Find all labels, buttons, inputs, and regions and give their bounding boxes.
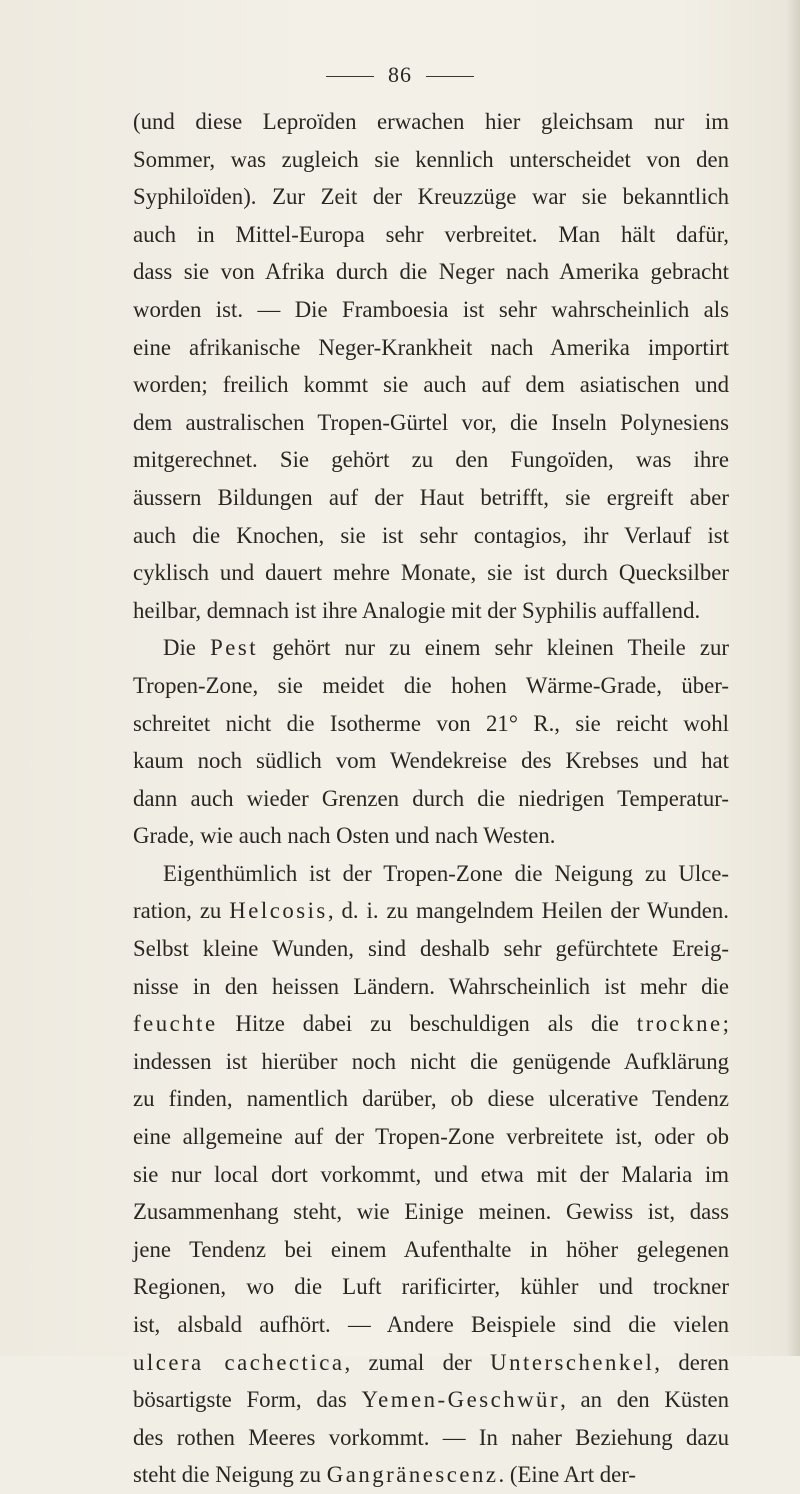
text-segment: zu finden, namentlich darüber, ob diese ulcerative Tendenz xyxy=(133,1086,729,1112)
header-rule-left xyxy=(326,76,374,77)
page-edge-shadow xyxy=(786,0,800,1356)
text-segment: mitgerechnet. Sie gehört zu den Fungoïden, was ihre xyxy=(133,447,729,473)
text-segment: Hitze dabei zu beschuldigen als die xyxy=(217,1011,637,1037)
text-segment: worden; freilich kommt sie auch auf dem asiatischen und xyxy=(133,372,729,398)
text-segment: Zusammenhang steht, wie Einige meinen. Gewiss ist, dass xyxy=(133,1199,729,1225)
text-segment: ist, alsbald aufhört. — Andere Beispiele sind die vielen xyxy=(133,1312,729,1337)
text-line xyxy=(133,592,729,630)
spaced-term: Pest xyxy=(210,635,259,661)
text-segment: Tropen-Zone, sie meidet die hohen Wärme-Grade, über- xyxy=(133,672,729,698)
text-segment: , an den Küsten xyxy=(560,1387,729,1413)
text-line xyxy=(133,629,729,667)
text-segment: dann auch wieder Grenzen durch die niedrigen Temperatur- xyxy=(133,785,729,811)
text-segment: ration, zu xyxy=(133,898,230,924)
text-line xyxy=(133,1231,729,1269)
text-segment: kaum noch südlich vom Wendekreise des Krebses und hat xyxy=(133,748,729,774)
text-segment: Syphiloïden). Zur Zeit der Kreuzzüge war sie bekanntlich xyxy=(133,184,729,210)
text-line xyxy=(133,404,729,442)
text-line xyxy=(133,1156,729,1194)
text-segment: . (Eine Art der- xyxy=(498,1462,637,1488)
body-text xyxy=(133,103,729,1494)
spaced-term: feuchte xyxy=(133,1011,218,1037)
text-line xyxy=(133,103,729,141)
text-line xyxy=(133,216,729,254)
text-segment: äussern Bildungen auf der Haut betrifft, sie ergreift aber xyxy=(133,484,729,510)
text-line xyxy=(133,817,729,855)
text-segment: eine afrikanische Neger-Krankheit nach Amerika importirt xyxy=(133,334,729,360)
text-segment: Selbst kleine Wunden, sind deshalb sehr gefürchtete Ereig- xyxy=(133,936,729,962)
text-segment: bösartigste Form, das xyxy=(133,1387,362,1413)
text-line xyxy=(133,1118,729,1156)
text-line xyxy=(133,892,729,930)
text-segment: jene Tendenz bei einem Aufenthalte in höher gelegenen xyxy=(133,1236,729,1262)
text-line xyxy=(133,1419,729,1457)
text-segment: des rothen Meeres vorkommt. — In naher Beziehung dazu xyxy=(133,1424,729,1450)
text-segment: steht die Neigung zu xyxy=(133,1462,327,1488)
text-segment: Die xyxy=(163,635,211,661)
text-segment: eine allgemeine auf der Tropen-Zone verbreitete ist, oder ob xyxy=(133,1124,729,1150)
text-line xyxy=(133,479,729,517)
text-segment: auch die Knochen, sie ist sehr contagios, ihr Verlauf ist xyxy=(133,522,729,548)
text-segment: ; xyxy=(722,1011,729,1037)
spaced-term: Gangränescenz xyxy=(326,1462,499,1488)
text-line xyxy=(133,366,729,404)
spaced-term: trockne xyxy=(636,1011,723,1037)
text-segment: , d. i. zu mangelndem Heilen der Wunden. xyxy=(327,898,730,924)
text-line xyxy=(133,517,729,555)
text-line xyxy=(133,855,729,893)
page-number: 86 xyxy=(388,62,412,87)
text-line xyxy=(133,1306,729,1344)
text-line xyxy=(133,1344,729,1382)
text-line xyxy=(133,742,729,780)
text-line xyxy=(133,329,729,367)
text-line xyxy=(133,1456,729,1494)
spaced-term: ulcera cachectica xyxy=(133,1349,345,1375)
text-segment: sie nur local dort vorkommt, und etwa mit der Malaria im xyxy=(133,1161,729,1187)
text-line xyxy=(133,291,729,329)
text-segment: heilbar, demnach ist ihre Analogie mit der Syphilis auffallend. xyxy=(133,597,701,623)
text-line xyxy=(133,441,729,479)
text-segment: Sommer, was zugleich sie kennlich unterscheidet von den xyxy=(133,146,729,172)
text-line xyxy=(133,1080,729,1118)
text-segment: , zumal der xyxy=(344,1349,491,1375)
spaced-term: Helcosis xyxy=(229,898,328,924)
text-segment: schreitet nicht die Isotherme von 21° R., sie reicht wohl xyxy=(133,710,729,736)
text-segment: gehört nur zu einem sehr kleinen Theile zur xyxy=(258,635,729,661)
text-line xyxy=(133,780,729,818)
text-segment: nisse in den heissen Ländern. Wahrscheinlich ist mehr die xyxy=(133,973,729,999)
text-line xyxy=(133,930,729,968)
text-segment: cyklisch und dauert mehre Monate, sie ist durch Quecksilber xyxy=(133,560,729,586)
text-line xyxy=(133,554,729,592)
text-line xyxy=(133,968,729,1006)
text-segment: auch in Mittel-Europa sehr verbreitet. Man hält dafür, xyxy=(133,221,729,247)
text-line xyxy=(133,667,729,705)
text-line xyxy=(133,1043,729,1081)
text-segment: Eigenthümlich ist der Tropen-Zone die Neigung zu Ulce- xyxy=(163,860,729,886)
text-line xyxy=(133,1268,729,1306)
text-line xyxy=(133,1193,729,1231)
text-line xyxy=(133,1381,729,1419)
spaced-term: Yemen-Geschwür xyxy=(361,1387,561,1413)
text-segment: , deren xyxy=(654,1349,730,1375)
page-header xyxy=(0,62,800,88)
header-rule-right xyxy=(426,76,474,77)
spaced-term: Unterschenkel xyxy=(490,1349,655,1375)
text-line xyxy=(133,705,729,743)
text-segment: dass sie von Afrika durch die Neger nach Amerika gebracht xyxy=(133,259,729,285)
text-segment: dem australischen Tropen-Gürtel vor, die Inseln Polynesiens xyxy=(133,409,729,435)
text-line xyxy=(133,178,729,216)
text-segment: indessen ist hierüber noch nicht die genügende Aufklärung xyxy=(133,1048,729,1074)
text-segment: Grade, wie auch nach Osten und nach Westen. xyxy=(133,823,556,849)
text-segment: worden ist. — Die Framboesia ist sehr wahrscheinlich als xyxy=(133,296,729,322)
text-line xyxy=(133,141,729,179)
text-segment: (und diese Leproïden erwachen hier gleichsam nur im xyxy=(133,109,729,134)
text-line xyxy=(133,253,729,291)
text-line xyxy=(133,1005,729,1043)
text-segment: Regionen, wo die Luft rarificirter, kühler und trockner xyxy=(133,1274,729,1300)
